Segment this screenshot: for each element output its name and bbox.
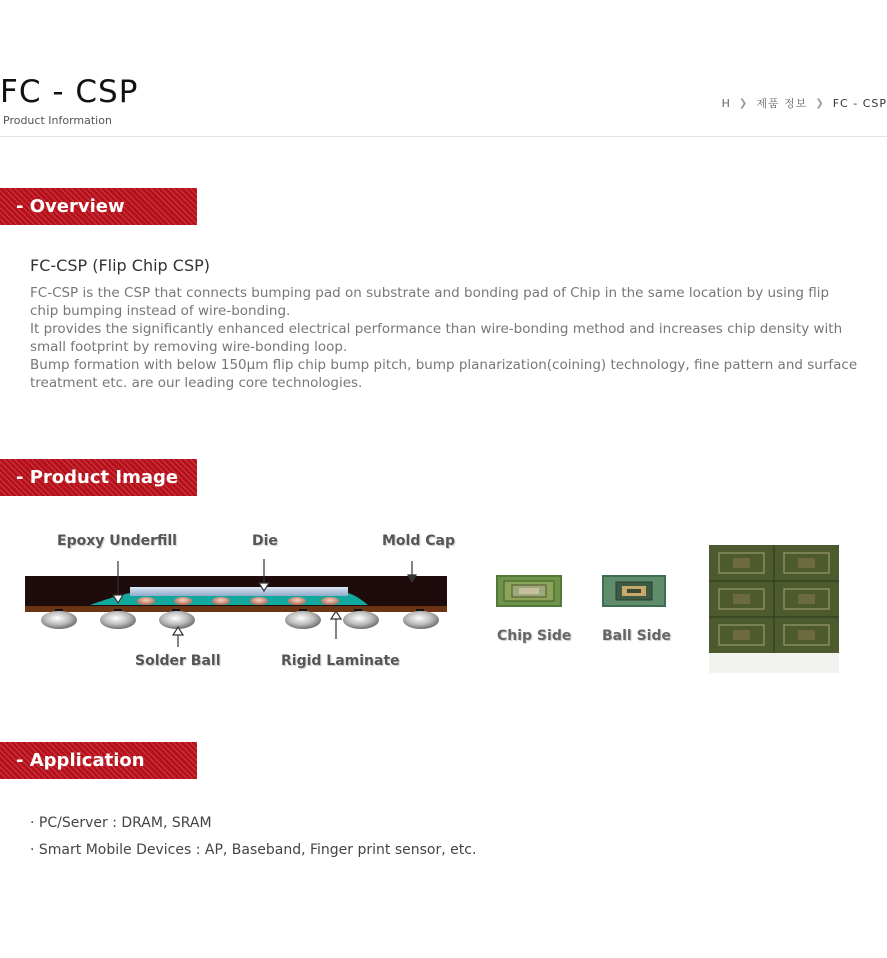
chevron-right-icon: ❯ bbox=[815, 97, 825, 109]
solder-balls bbox=[41, 611, 439, 629]
rigid-laminate bbox=[25, 606, 447, 612]
page-subtitle: Product Information bbox=[3, 114, 112, 127]
ball-side-caption: Ball Side bbox=[602, 628, 671, 644]
overview-paragraph: It provides the significantly enhanced electrical performance than wire-bonding method and increases chip density with small footprint by removing wire-bonding loop. bbox=[30, 321, 843, 355]
section-header-application: - Application bbox=[0, 742, 197, 779]
section-header-product-image: - Product Image bbox=[0, 459, 197, 496]
breadcrumb-product-info-link[interactable]: 제품 정보 bbox=[756, 97, 808, 110]
overview-paragraph: FC-CSP is the CSP that connects bumping pad on substrate and bonding pad of Chip in the same location by using flip chip bumping instead of wire-bonding. bbox=[30, 285, 830, 319]
ball-side-photo bbox=[602, 575, 666, 609]
overview-paragraph: Bump formation with below 150μm flip chip bump pitch, bump planarization(coining) technology, fine pattern and surface treatment etc. are our leading core technologies. bbox=[30, 357, 858, 391]
fc-csp-cross-section-diagram bbox=[18, 525, 458, 675]
list-item: · Smart Mobile Devices : AP, Baseband, Finger print sensor, etc. bbox=[30, 842, 477, 858]
label-epoxy-underfill: Epoxy Underfill bbox=[57, 533, 177, 549]
breadcrumb-home-link[interactable]: H bbox=[721, 96, 731, 110]
header-divider bbox=[0, 136, 887, 137]
page-title: FC - CSP bbox=[0, 74, 139, 110]
label-die: Die bbox=[252, 533, 278, 549]
section-header-overview: - Overview bbox=[0, 188, 197, 225]
label-mold-cap: Mold Cap bbox=[382, 533, 455, 549]
label-solder-ball: Solder Ball bbox=[135, 653, 221, 669]
chip-side-photo bbox=[496, 575, 562, 609]
fc-csp-strip-photo bbox=[709, 545, 839, 673]
overview-title: FC-CSP (Flip Chip CSP) bbox=[30, 256, 211, 275]
application-list bbox=[30, 810, 476, 864]
chevron-right-icon: ❯ bbox=[738, 97, 749, 109]
die bbox=[130, 587, 348, 596]
list-item: · PC/Server : DRAM, SRAM bbox=[30, 815, 212, 831]
label-rigid-laminate: Rigid Laminate bbox=[281, 653, 400, 669]
overview-body bbox=[30, 284, 860, 392]
breadcrumb bbox=[722, 95, 887, 111]
chip-side-caption: Chip Side bbox=[497, 628, 572, 644]
breadcrumb-current: FC - CSP bbox=[832, 96, 887, 110]
